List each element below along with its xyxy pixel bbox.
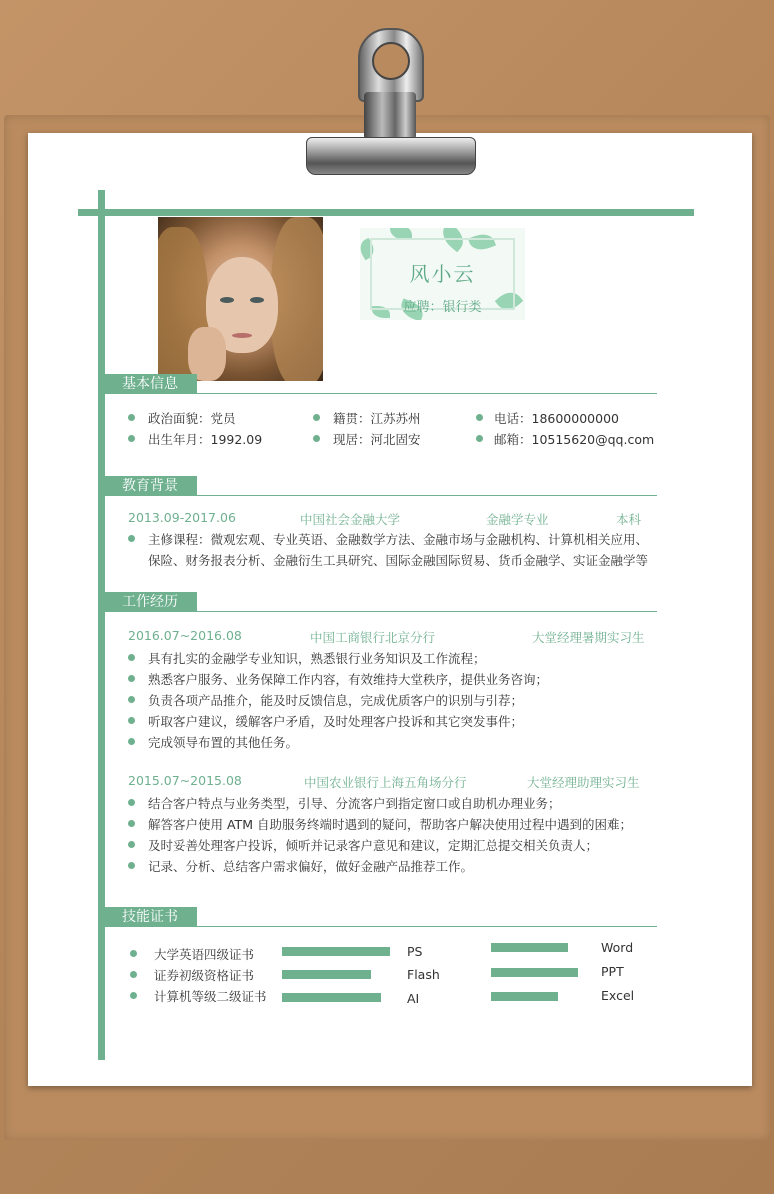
bullet-icon	[476, 414, 483, 421]
bullet-icon	[313, 414, 320, 421]
info-birth: 出生年月：1992.09	[148, 432, 263, 447]
job2-company: 中国农业银行上海五角场分行	[304, 775, 467, 790]
job2-duty: 记录、分析、总结客户需求偏好，做好金融产品推荐工作。	[148, 859, 474, 874]
skill-bar-word	[491, 943, 568, 952]
skill-bar-ps	[282, 947, 390, 956]
edu-courses-line1: 主修课程：微观宏观、专业英语、金融数学方法、金融市场与金融机构、计算机相关应用、	[148, 532, 649, 547]
skill-bar-ppt	[491, 968, 578, 977]
job1-company: 中国工商银行北京分行	[310, 630, 436, 645]
section-title-work: 工作经历	[105, 592, 197, 612]
job1-duty: 完成领导布置的其他任务。	[148, 735, 299, 750]
top-accent-bar	[78, 209, 694, 216]
left-accent-bar	[98, 190, 105, 1060]
bullet-icon	[128, 862, 135, 869]
job1-duty: 负责各项产品推介，能及时反馈信息，完成优质客户的识别与引荐；	[148, 693, 524, 708]
clip-base	[306, 137, 476, 175]
job2-period: 2015.07~2015.08	[128, 773, 242, 788]
info-politics: 政治面貌：党员	[148, 411, 236, 426]
job1-duty: 具有扎实的金融学专业知识，熟悉银行业务知识及工作流程；	[148, 651, 486, 666]
section-title-basic: 基本信息	[105, 374, 197, 394]
info-origin: 籍贯：江苏苏州	[333, 411, 421, 426]
bullet-icon	[128, 696, 135, 703]
skill-label-ppt: PPT	[601, 964, 624, 979]
job1-role: 大堂经理暑期实习生	[532, 630, 645, 645]
bullet-icon	[128, 535, 135, 542]
profile-photo	[158, 217, 323, 381]
skill-label-ai: AI	[407, 991, 420, 1006]
section-title-education: 教育背景	[105, 476, 197, 496]
bullet-icon	[128, 414, 135, 421]
skill-bar-excel	[491, 992, 558, 1001]
edu-courses-line2: 保险、财务报表分析、金融衍生工具研究、国际金融国际贸易、货币金融学、实证金融学等	[148, 553, 649, 568]
cert-item: 证券初级资格证书	[154, 968, 255, 983]
job1-duty: 熟悉客户服务、业务保障工作内容，有效维持大堂秩序，提供业务咨询；	[148, 672, 549, 687]
bullet-icon	[130, 971, 137, 978]
bullet-icon	[128, 675, 135, 682]
bullet-icon	[128, 717, 135, 724]
bullet-icon	[313, 435, 320, 442]
section-line-work	[197, 611, 657, 612]
clip-hole	[372, 42, 410, 80]
skill-label-word: Word	[601, 940, 634, 955]
cert-item: 大学英语四级证书	[154, 947, 255, 962]
apply-position: 应聘：银行类	[403, 300, 482, 315]
clip-stem	[364, 92, 416, 140]
job1-duty: 听取客户建议，缓解客户矛盾，及时处理客户投诉和其它突发事件；	[148, 714, 524, 729]
bullet-icon	[128, 738, 135, 745]
skill-label-excel: Excel	[601, 988, 635, 1003]
bullet-icon	[128, 841, 135, 848]
skill-bar-ai	[282, 993, 381, 1002]
info-email: 邮箱：10515620@qq.com	[494, 432, 655, 447]
skill-label-ps: PS	[407, 944, 423, 959]
bullet-icon	[128, 799, 135, 806]
job2-duty: 及时妥善处理客户投诉，倾听并记录客户意见和建议，定期汇总提交相关负责人；	[148, 838, 599, 853]
section-line-education	[197, 495, 657, 496]
edu-major: 金融学专业	[486, 512, 549, 527]
section-title-skills: 技能证书	[105, 907, 197, 927]
job2-role: 大堂经理助理实习生	[527, 775, 640, 790]
cert-item: 计算机等级二级证书	[154, 989, 267, 1004]
job2-duty: 解答客户使用 ATM 自助服务终端时遇到的疑问，帮助客户解决使用过程中遇到的困难；	[148, 817, 632, 832]
bullet-icon	[128, 820, 135, 827]
job2-duty: 结合客户特点与业务类型，引导、分流客户到指定窗口或自助机办理业务；	[148, 796, 561, 811]
bullet-icon	[128, 435, 135, 442]
skill-label-flash: Flash	[407, 967, 440, 982]
info-phone: 电话：18600000000	[494, 411, 619, 426]
bullet-icon	[128, 654, 135, 661]
section-line-basic	[197, 393, 657, 394]
edu-degree: 本科	[616, 512, 642, 527]
candidate-name: 风小云	[409, 262, 476, 286]
skill-bar-flash	[282, 970, 371, 979]
job1-period: 2016.07~2016.08	[128, 628, 242, 643]
name-card	[360, 228, 525, 320]
bullet-icon	[130, 950, 137, 957]
info-residence: 现居：河北固安	[333, 432, 421, 447]
edu-period: 2013.09-2017.06	[128, 510, 236, 525]
bullet-icon	[130, 992, 137, 999]
edu-school: 中国社会金融大学	[300, 512, 401, 527]
section-line-skills	[197, 926, 657, 927]
bullet-icon	[476, 435, 483, 442]
